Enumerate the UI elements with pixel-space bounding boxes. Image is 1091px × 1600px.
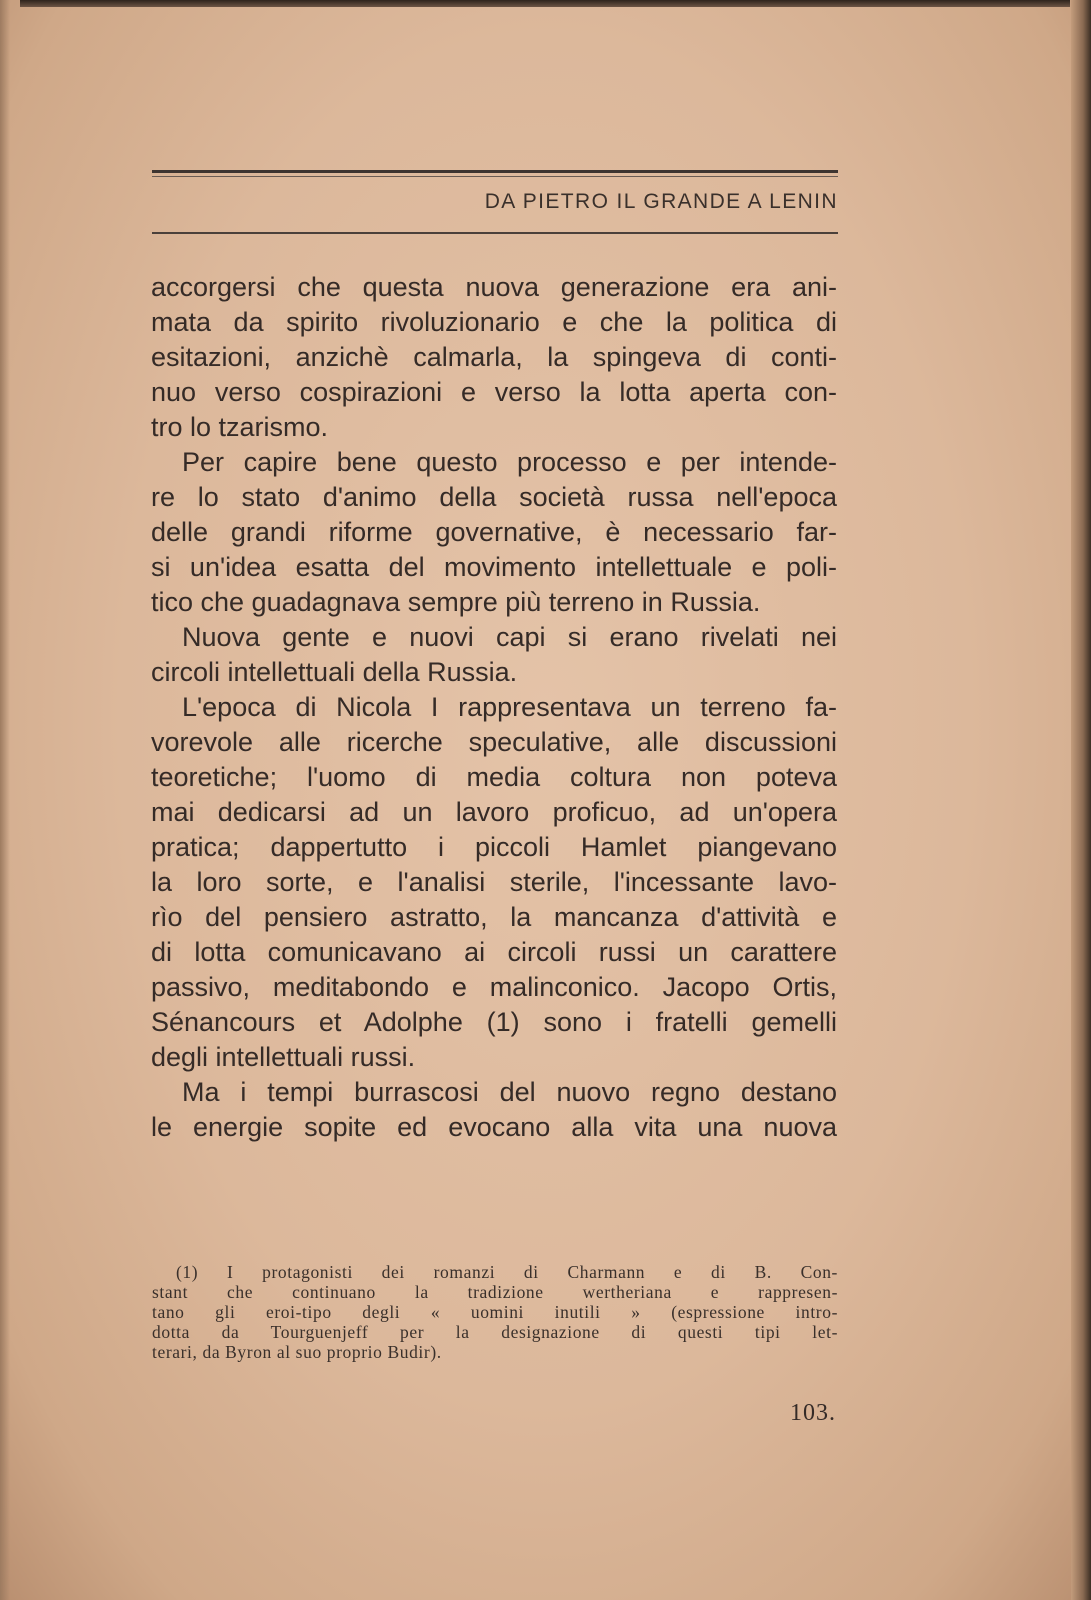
body-text — [151, 270, 837, 1145]
text-line: L'epoca di Nicola I rappresentava un terreno fa- — [182, 692, 837, 722]
footnote-line: (1) I protagonisti dei romanzi di Charmann e di B. Con- — [176, 1262, 838, 1282]
footnote-line: stant che continuano la tradizione wertheriana e rappresen- — [152, 1282, 838, 1302]
footnote-line: tano gli eroi-tipo degli « uomini inutili » (espressione intro- — [152, 1302, 838, 1322]
text-line: pratica; dappertutto i piccoli Hamlet piangevano — [151, 832, 837, 862]
page-top-edge — [20, 0, 1070, 7]
text-line: Sénancours et Adolphe (1) sono i fratelli gemelli — [151, 1007, 837, 1037]
text-line: Ma i tempi burrascosi del nuovo regno destano — [182, 1077, 837, 1107]
paragraph-2 — [151, 445, 837, 620]
text-line: rìo del pensiero astratto, la mancanza d'attività e — [151, 902, 837, 932]
text-line: nuo verso cospirazioni e verso la lotta aperta con- — [151, 377, 837, 407]
text-line: la loro sorte, e l'analisi sterile, l'incessante lavo- — [151, 867, 837, 897]
footnote — [152, 1262, 838, 1362]
text-line: teoretiche; l'uomo di media coltura non poteva — [151, 762, 837, 792]
text-line: esitazioni, anzichè calmarla, la spingeva di conti- — [151, 342, 837, 372]
page-left-edge — [0, 0, 10, 1600]
header-rule-top — [152, 170, 838, 173]
text-line: vorevole alle ricerche speculative, alle discussioni — [151, 727, 837, 757]
paragraph-5 — [151, 1075, 837, 1145]
paragraph-3 — [151, 620, 837, 690]
footnote-line: terari, da Byron al suo proprio Budir). — [152, 1342, 442, 1362]
text-line: di lotta comunicavano ai circoli russi un carattere — [151, 937, 837, 967]
text-line: tico che guadagnava sempre più terreno in Russia. — [151, 587, 761, 617]
text-line: circoli intellettuali della Russia. — [151, 657, 518, 687]
text-line: accorgersi che questa nuova generazione era ani- — [151, 272, 837, 302]
text-line: tro lo tzarismo. — [151, 412, 329, 442]
page-number: 103. — [790, 1400, 836, 1426]
text-line: Nuova gente e nuovi capi si erano rivelati nei — [182, 622, 837, 652]
header-rule-top-thin — [152, 176, 838, 177]
paragraph-1 — [151, 270, 837, 445]
running-head: DA PIETRO IL GRANDE A LENIN — [484, 190, 838, 213]
text-line: mai dedicarsi ad un lavoro proficuo, ad un'opera — [151, 797, 837, 827]
footnote-line: dotta da Tourguenjeff per la designazione di questi tipi let- — [152, 1322, 838, 1342]
text-line: re lo stato d'animo della società russa nell'epoca — [151, 482, 837, 512]
text-line: le energie sopite ed evocano alla vita una nuova — [151, 1112, 837, 1142]
header-rule-bottom — [152, 232, 838, 234]
text-line: delle grandi riforme governative, è necessario far- — [151, 517, 837, 547]
text-line: Per capire bene questo processo e per intende- — [182, 447, 837, 477]
text-line: degli intellettuali russi. — [151, 1042, 416, 1072]
text-line: mata da spirito rivoluzionario e che la politica di — [151, 307, 837, 337]
paragraph-4 — [151, 690, 837, 1075]
text-line: si un'idea esatta del movimento intellettuale e poli- — [151, 552, 837, 582]
page-right-edge — [1071, 0, 1091, 1600]
text-line: passivo, meditabondo e malinconico. Jacopo Ortis, — [151, 972, 837, 1002]
